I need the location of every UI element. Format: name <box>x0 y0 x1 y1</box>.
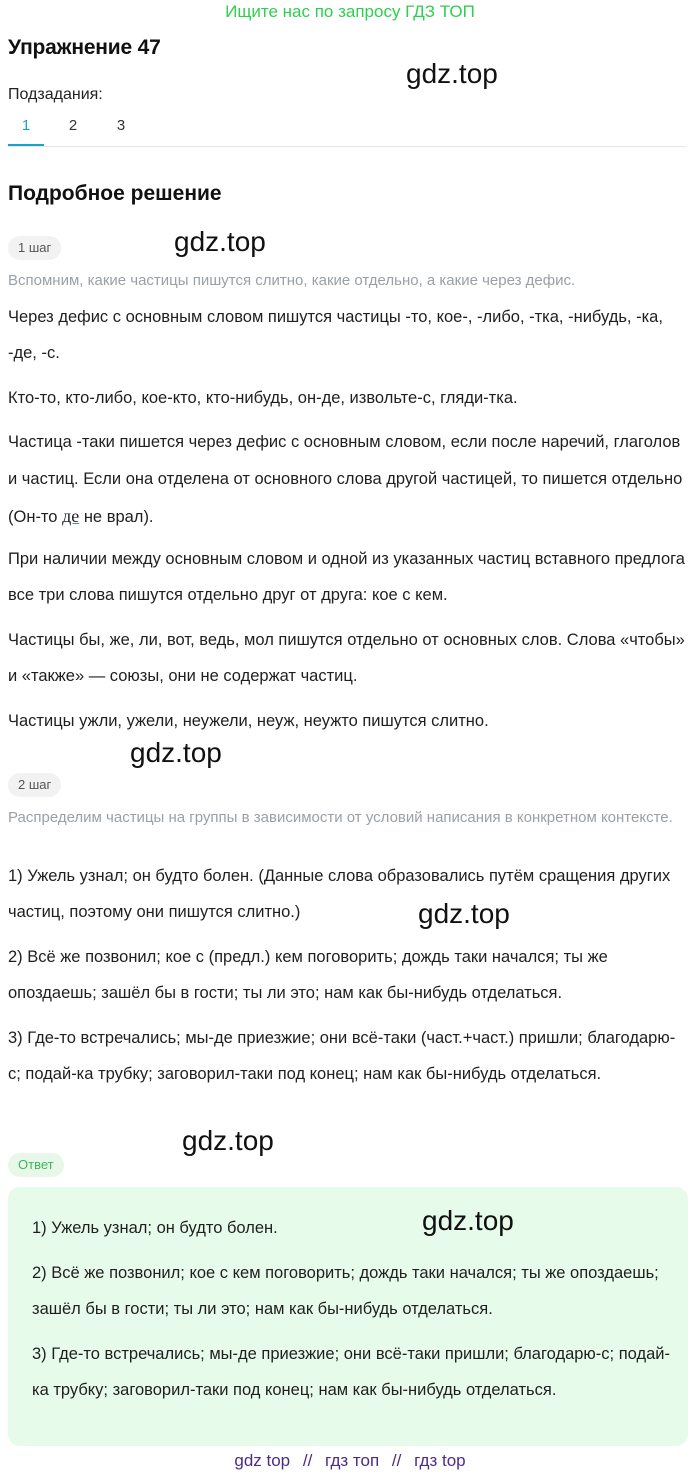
footer-link[interactable]: гдз top <box>414 1451 466 1470</box>
paragraph-text: Частица -таки пишется через дефис с основным словом, если после наречий, глаголов и частиц. Если она отделена от основного слова другой частицей, то пишется отдельно (Он-то <box>8 433 683 526</box>
tab-subtask-1[interactable]: 1 <box>8 112 44 146</box>
section-title: Подробное решение <box>8 182 222 205</box>
step-2-paragraph-1: 1) Ужель узнал; он будто болен. (Данные слова образовались путём сращения других частиц, поэтому они пишутся слитно.) <box>8 867 671 921</box>
step-2-hint: Распределим частицы на группы в зависимости от условий написания в конкретном контексте. <box>8 809 673 826</box>
answer-item-2: 2) Всё же позвонил; кое с кем поговорить; дождь таки начался; ты же опоздаешь; зашёл бы в гости; ты ли это; нам как бы-нибудь отделаться. <box>32 1264 659 1318</box>
tab-subtask-3[interactable]: 3 <box>116 117 126 134</box>
step-1-paragraph-3 <box>8 424 688 536</box>
promo-banner: Ищите нас по запросу ГДЗ ТОП <box>225 2 475 21</box>
step-1-hint: Вспомним, какие частицы пишутся слитно, какие отдельно, а какие через дефис. <box>8 272 576 289</box>
subtask-tabs <box>8 112 686 147</box>
footer-link[interactable]: гдз топ <box>325 1451 380 1470</box>
answer-item-3: 3) Где-то встречались; мы-де приезжие; они всё-таки пришли; благодарю-с; подай-ка трубку; заговорил-таки под конец; нам как бы-нибудь отделаться. <box>32 1345 670 1399</box>
footer-link[interactable]: gdz top <box>234 1451 291 1470</box>
step-1-badge: 1 шаг <box>8 236 61 260</box>
watermark: gdz.top <box>182 1125 274 1156</box>
footer-separator: // <box>391 1451 402 1470</box>
subtasks-label: Подзадания: <box>8 86 103 103</box>
answer-item-1: 1) Ужель узнал; он будто болен. <box>32 1219 278 1237</box>
answer-badge: Ответ <box>8 1153 64 1177</box>
watermark: gdz.top <box>130 737 222 768</box>
footer-links <box>0 1447 700 1474</box>
footer-separator: // <box>302 1451 313 1470</box>
step-2-badge: 2 шаг <box>8 773 61 797</box>
watermark: gdz.top <box>406 58 498 89</box>
step-1-paragraph-6: Частицы ужли, ужели, неужели, неуж, неужто пишутся слитно. <box>8 712 489 730</box>
step-2-paragraph-2: 2) Всё же позвонил; кое с (предл.) кем поговорить; дождь таки начался; ты же опоздаешь; зашёл бы в гости; ты ли это; нам как бы-нибудь отделаться. <box>8 948 608 1002</box>
step-1-paragraph-5: Частицы бы, же, ли, вот, ведь, мол пишутся отдельно от основных слов. Слова «чтобы» и «также» — союзы, они не содержат частиц. <box>8 631 685 685</box>
tab-subtask-2[interactable]: 2 <box>68 117 78 134</box>
watermark: gdz.top <box>418 898 510 929</box>
step-1-paragraph-1: Через дефис с основным словом пишутся частицы -то, кое-, -либо, -тка, -нибудь, -ка, -де, -с. <box>8 308 663 362</box>
page-title: Упражнение 47 <box>8 36 161 59</box>
underlined-particle: де <box>62 506 80 526</box>
watermark: gdz.top <box>422 1205 514 1236</box>
paragraph-text: не врал). <box>79 508 154 526</box>
step-2-paragraph-3: 3) Где-то встречались; мы-де приезжие; они всё-таки (част.+част.) пришли; благодарю-с; подай-ка трубку; заговорил-таки под конец; нам как бы-нибудь отделаться. <box>8 1029 676 1083</box>
step-1-paragraph-4: При наличии между основным словом и одной из указанных частиц вставного предлога все три слова пишутся отдельно друг от друга: кое с кем. <box>8 550 685 604</box>
watermark: gdz.top <box>174 226 266 257</box>
step-1-paragraph-2: Кто-то, кто-либо, кое-кто, кто-нибудь, он-де, извольте-с, гляди-тка. <box>8 389 518 407</box>
